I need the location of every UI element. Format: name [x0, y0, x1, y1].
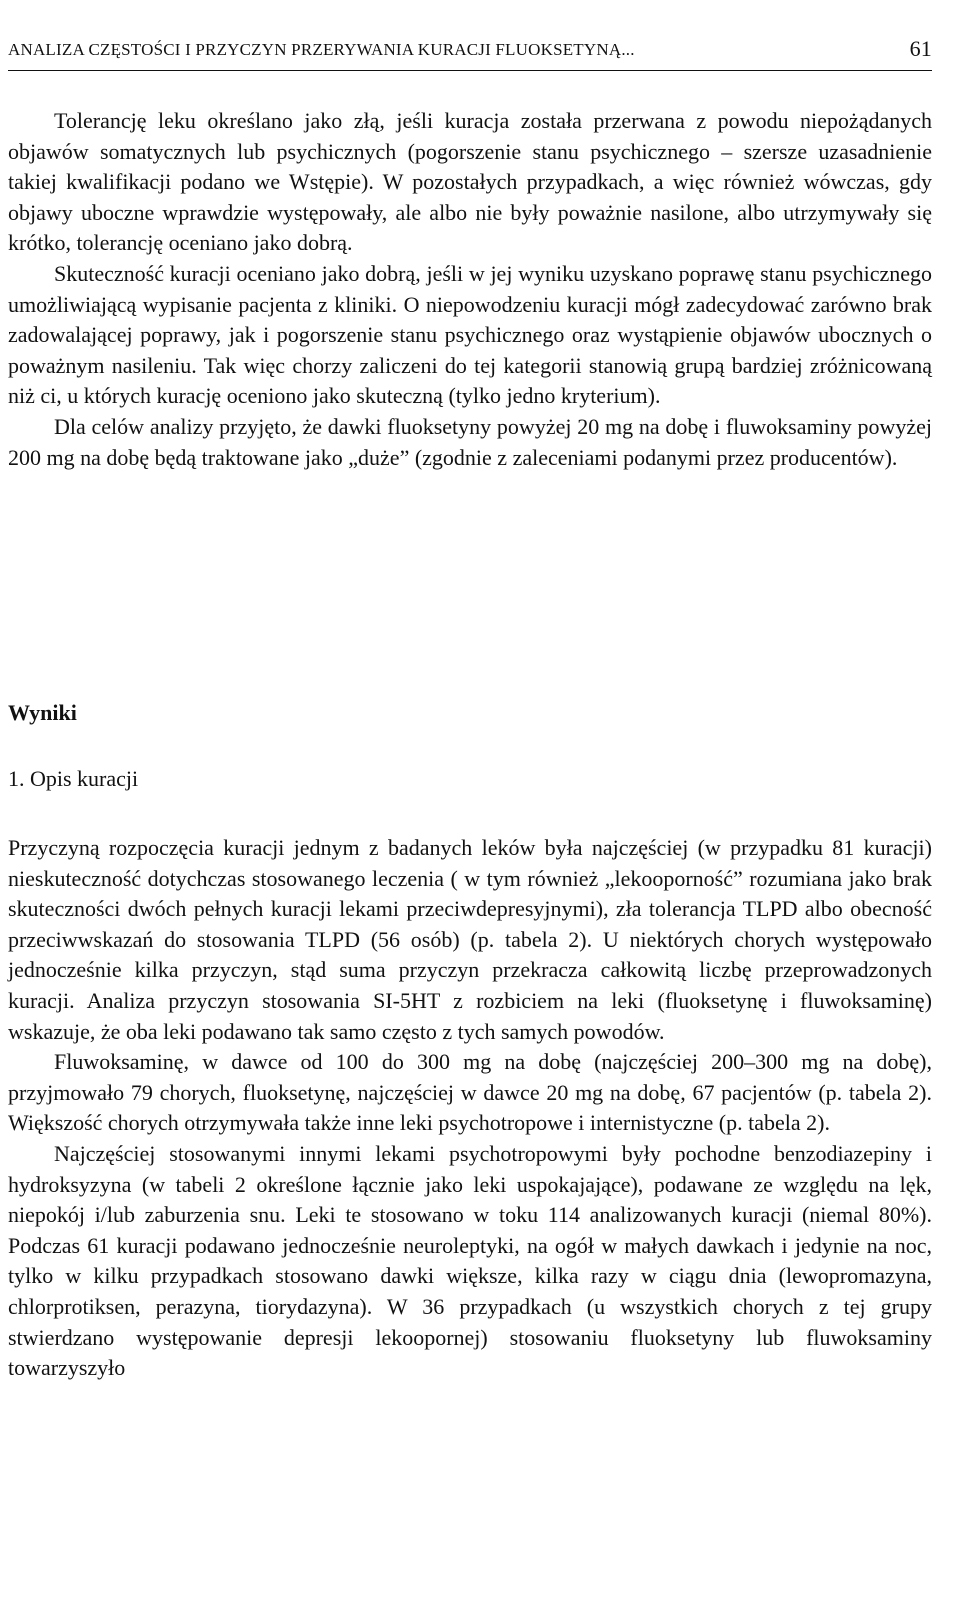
results-text-block: [8, 833, 932, 1384]
section-heading-results: Wyniki: [8, 700, 77, 725]
subsection-heading-treatment: 1. Opis kuracji: [8, 766, 139, 791]
paragraph-tolerance: Tolerancję leku określano jako złą, jeśli kuracja została przerwana z powodu niepożądanych objawów somatycznych lub psychicznych (pogorszenie stanu psychicznego – szersze uzasadnienie takiej kwalifikacji podano we Wstępie). W pozostałych przypadkach, a więc również wówczas, gdy objawy uboczne wprawdzie występowały, ale albo nie były poważnie nasilone, albo utrzymywały się krótko, tolerancję oceniano jako dobrą.: [8, 108, 932, 256]
paragraph-efficacy: Skuteczność kuracji oceniano jako dobrą, jeśli w jej wyniku uzyskano poprawę stanu psychicznego umożliwiającą wypisanie pacjenta z kliniki. O niepowodzeniu kuracji mógł zadecydować zarówno brak zadowalającej poprawy, jak i pogorszenie stanu psychicznego oraz wystąpienie objawów ubocznych o poważnym nasileniu. Tak więc chorzy zaliczeni do tej kategorii stanowią grupą bardziej zróżnicowaną niż ci, u których kurację oceniono jako skuteczną (tylko jedno kryterium).: [8, 260, 932, 409]
running-header: [8, 38, 932, 71]
running-header-title: ANALIZA CZĘSTOŚCI I PRZYCZYN PRZERYWANIA KURACJI FLUOKSETYNĄ...: [8, 40, 635, 59]
paragraph-doses: Fluwoksaminę, w dawce od 100 do 300 mg na dobę (najczęściej 200–300 mg na dobę), przyjmowało 79 chorych, fluoksetynę, najczęściej w dawce 20 mg na dobę, 67 pacjentów (p. tabela 2). Większość chorych otrzymywała także inne leki psychotropowe i internistyczne (p. tabela 2).: [8, 1049, 932, 1136]
methods-text-block: [8, 106, 932, 473]
paragraph-reasons: Przyczyną rozpoczęcia kuracji jednym z badanych leków była najczęściej (w przypadku 81 kuracji) nieskuteczność dotychczas stosowanego leczenia ( w tym również „lekooporność” rozumiana jako brak skuteczności dwóch pełnych kuracji lekami przeciwdepresyjnymi), zła tolerancja TLPD albo obecność przeciwwskazań do stosowania TLPD (56 osób) (p. tabela 2). U niektórych chorych występowało jednocześnie kilka przyczyn, stąd suma przyczyn przekracza całkowitą liczbę przeprowadzonych kuracji. Analiza przyczyn stosowania SI-5HT z rozbiciem na leki (fluoksetynę i fluwoksaminę) wskazuje, że oba leki podawano tak samo często z tych samych powodów.: [8, 835, 932, 1044]
paragraph-other-drugs: Najczęściej stosowanymi innymi lekami psychotropowymi były pochodne benzodiazepiny i hydroksyzyna (w tabeli 2 określone łącznie jako leki uspokajające), podawane ze względu na lęk, niepokój i/lub zaburzenia snu. Leki te stosowano w toku 114 analizowanych kuracji (niemal 80%). Podczas 61 kuracji podawano jednocześnie neuroleptyki, na ogół w małych dawkach i jedynie na noc, tylko w kilku przypadkach stosowano dawki większe, kilka razy w ciągu dnia (lewopromazyna, chlorprotiksen, perazyna, tiorydazyna). W 36 przypadkach (u wszystkich chorych z tej grupy stwierdzano występowanie depresji lekoopornej) stosowaniu fluoksetyny lub fluwoksaminy towarzyszyło: [8, 1140, 932, 1381]
paragraph-dosage: Dla celów analizy przyjęto, że dawki fluoksetyny powyżej 20 mg na dobę i fluwoksaminy powyżej 200 mg na dobę będą traktowane jako „duże” (zgodnie z zaleceniami podanymi przez producentów).: [8, 413, 932, 470]
page-number: 61: [909, 36, 932, 61]
